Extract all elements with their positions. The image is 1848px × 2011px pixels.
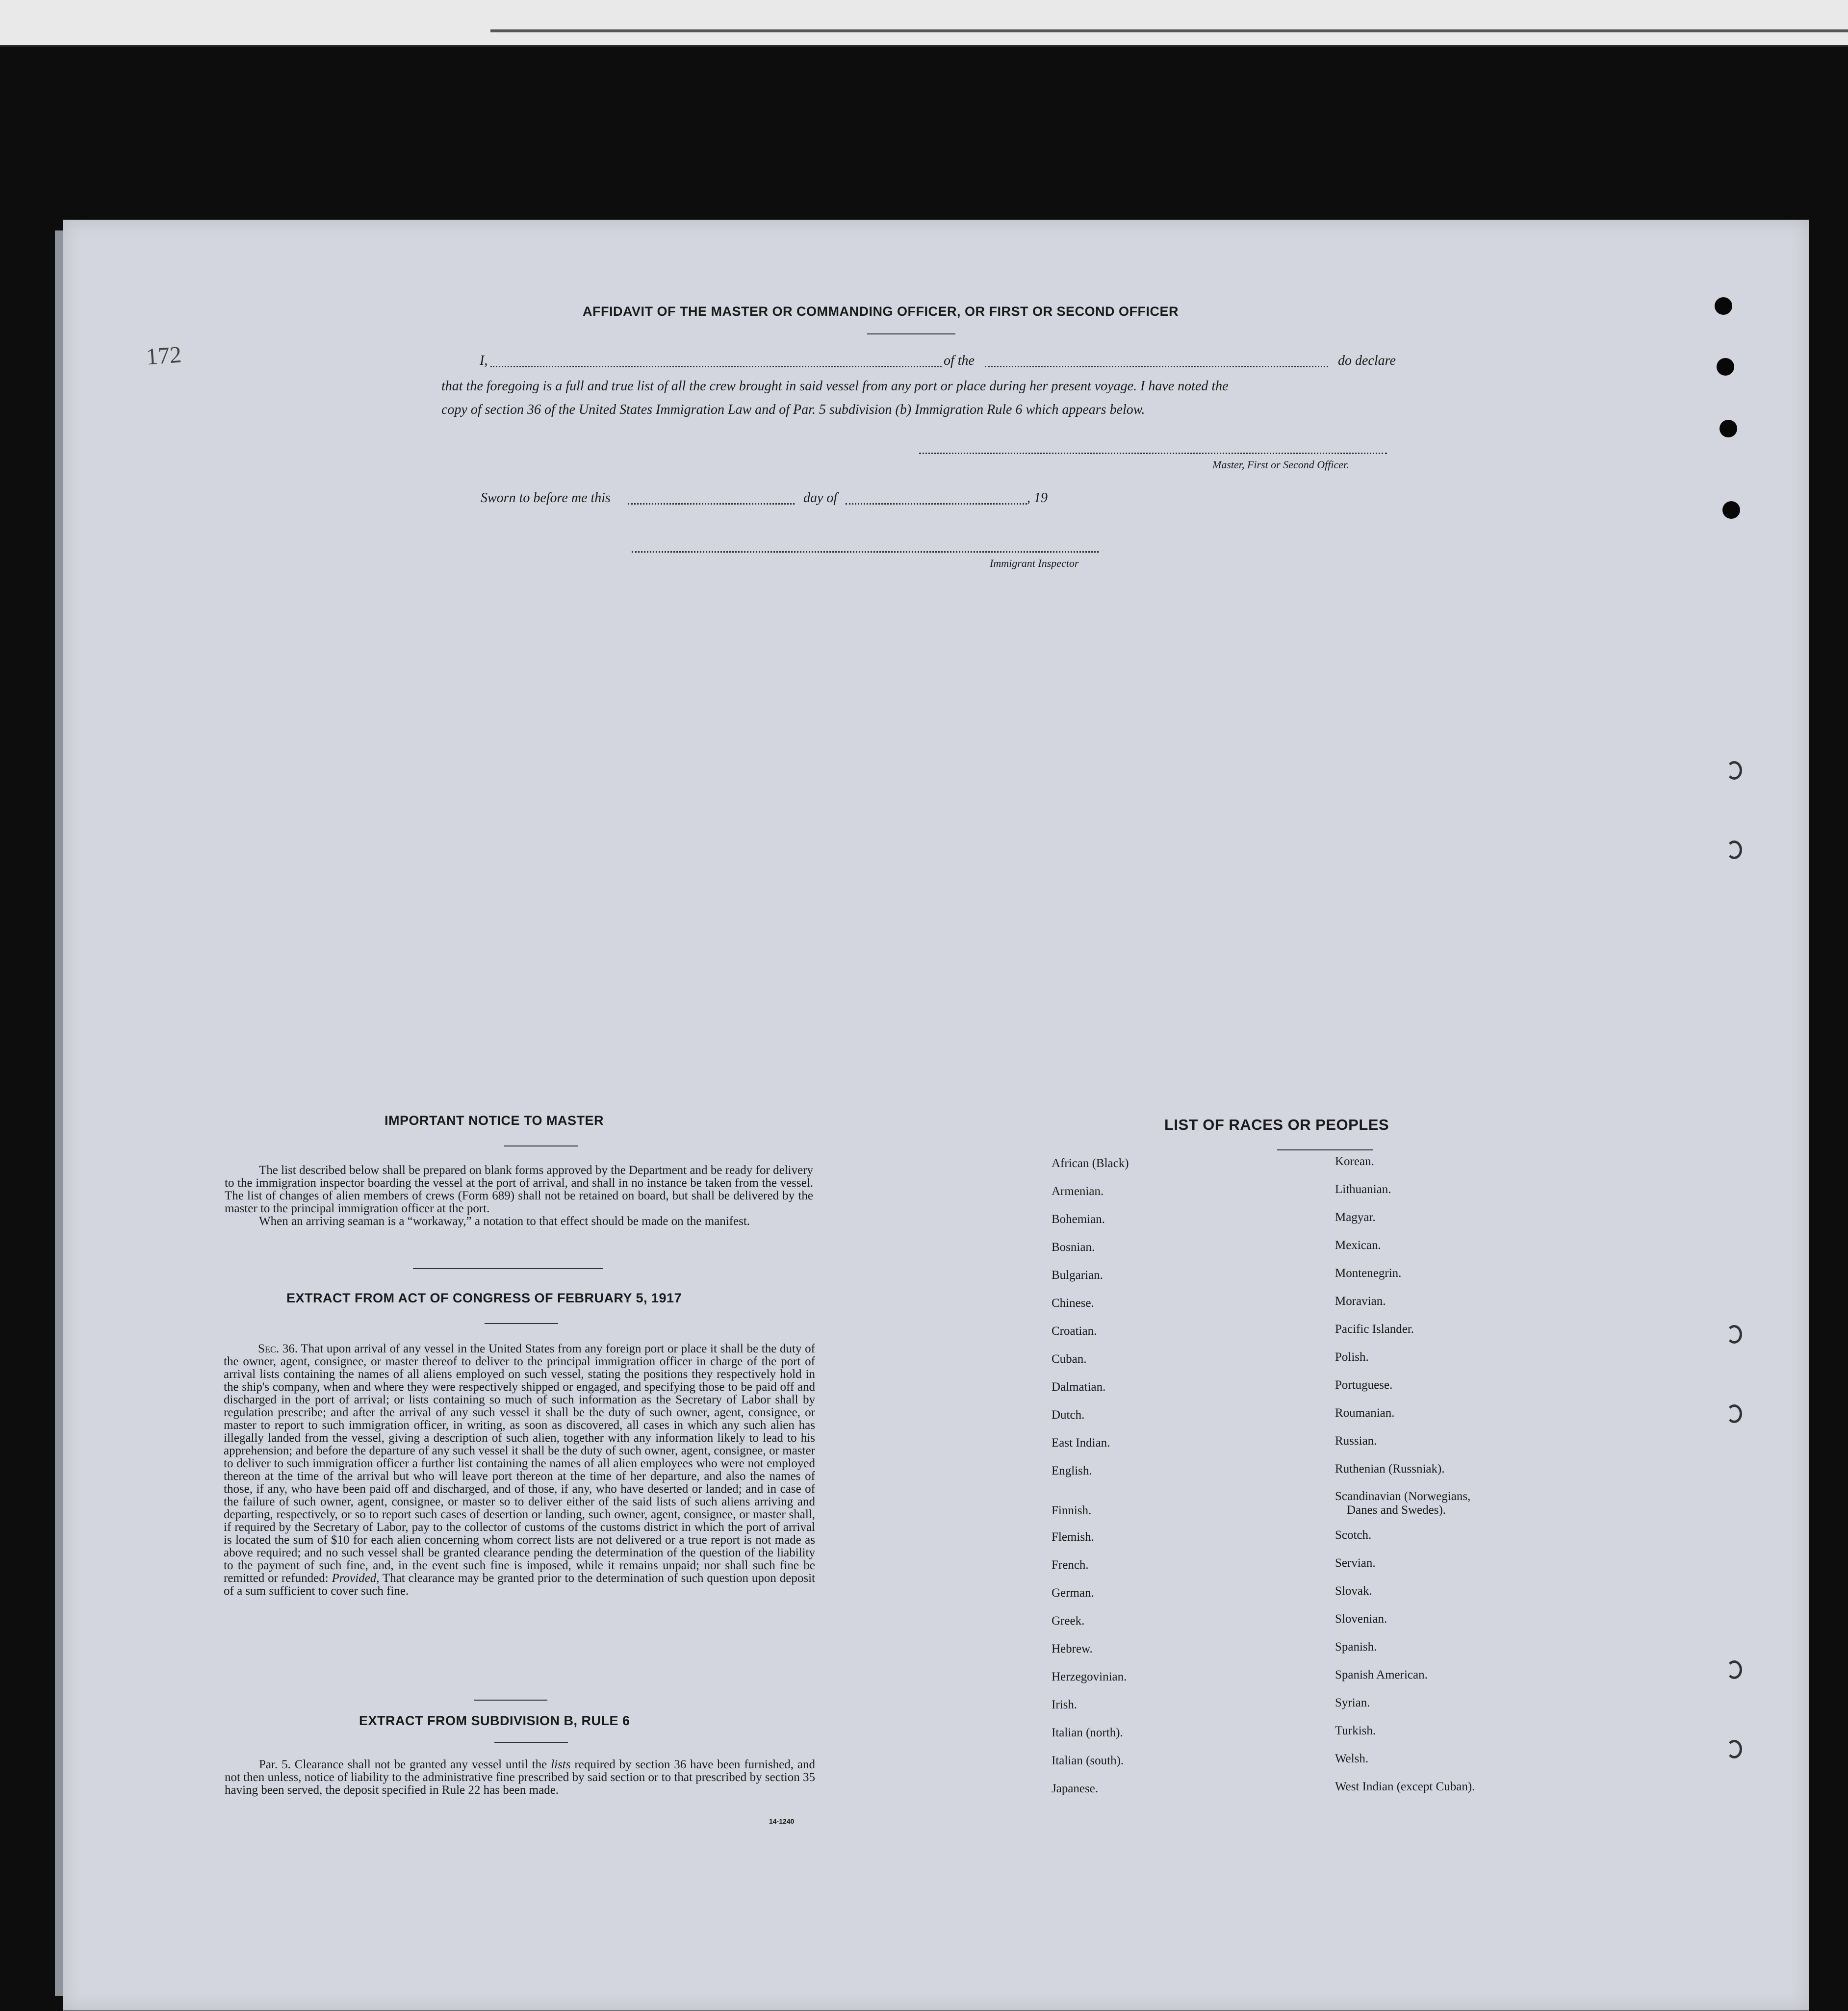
race-item: Irish. (1052, 1698, 1078, 1711)
affidavit-i-label: I, (480, 353, 488, 368)
rule-extract-title: EXTRACT FROM SUBDIVISION B, RULE 6 (359, 1713, 630, 1728)
master-signature-field[interactable] (919, 453, 1387, 454)
binder-hole (1720, 420, 1737, 437)
notice-body (225, 1164, 813, 1228)
affidavit-title: AFFIDAVIT OF THE MASTER OR COMMANDING OFFICER, OR FIRST OR SECOND OFFICER (583, 304, 1179, 319)
race-item: East Indian. (1052, 1436, 1110, 1450)
inspector-label: Immigrant Inspector (990, 557, 1079, 569)
affidavit-line-3: copy of section 36 of the United States Immigration Law and of Par. 5 subdivision (b) Immigration Rule 6 which appears below. (441, 402, 1145, 417)
race-item: Japanese. (1052, 1782, 1099, 1795)
par5-text-b: required by section 36 have been furnished, and not then unless, notice of liability to the administrative fine prescribed by said section or to that prescribed by section 35 having been served, the deposit specified in Rule 22 has been made. (225, 1758, 816, 1797)
section-36-text: That upon arrival of any vessel in the United States from any foreign port or place it shall be the duty of the owner, agent, consignee, or master thereof to deliver to the principal immigration officer in charge of the port of arrival lists containing the names of all aliens employed on such vessel, stating the positions they respectively hold in the ship's company, when and where they were respectively shipped or engaged, and specifying those to be paid off and discharged in the port of arrival; or lists containing so much of such information as the Secretary of Labor shall by regulation prescribe; and after the arrival of any such vessel it shall be the duty of such owner, agent, consignee, or master to report to such immigration officer, in writing, as soon as discovered, all cases in which any such alien has illegally landed from the vessel, giving a description of such alien, together with any information likely to lead to his apprehension; and before the departure of any such vessel it shall be the duty of such owner, agent, consignee, or master to deliver to such immigration officer a further list containing the names of all alien employees who were not employed thereon at the time of the arrival but who will leave port thereon at the time of her departure, and also the names of those, if any, who have been paid off and discharged, and of those, if any, who have deserted or landed; and in case of the failure of such owner, agent, consignee, or master so to deliver either of the said lists of such aliens arriving and departing, respectively, or so to report such cases of desertion or landing, such owner, agent, consignee, or master shall, if required by the Secretary of Labor, pay to the collector of customs of the customs district in which the port of arrival is located the sum of $10 for each alien concerning whom correct lists are not delivered or a true report is not made as above required; and no such vessel shall be granted clearance pending the determination of the question of the liability to the payment of such fine, and, in the event such fine is imposed, while it remains unpaid; nor shall such fine be remitted or refunded: (224, 1342, 815, 1585)
race-item: German. (1052, 1586, 1094, 1600)
binder-hole-trace (1726, 761, 1742, 780)
race-item: Flemish. (1052, 1530, 1094, 1544)
race-item: Portuguese. (1335, 1378, 1393, 1392)
sworn-label: Sworn to before me this (481, 490, 611, 506)
race-item: Turkish. (1335, 1724, 1376, 1737)
sworn-month-field[interactable] (846, 503, 1027, 505)
race-item: Pacific Islander. (1335, 1323, 1414, 1336)
day-of-label: day of (803, 490, 838, 506)
binder-hole (1717, 358, 1734, 376)
race-item: Dutch. (1052, 1408, 1085, 1422)
race-item: Slovenian. (1335, 1612, 1387, 1626)
race-item: Servian. (1335, 1556, 1376, 1570)
section-label: Sec. 36. (258, 1342, 298, 1355)
races-right-column (1335, 1154, 1475, 1807)
notice-title: IMPORTANT NOTICE TO MASTER (385, 1113, 604, 1128)
binder-hole-trace (1726, 1660, 1742, 1679)
race-item: Korean. (1335, 1155, 1374, 1168)
race-item: English. (1052, 1464, 1092, 1477)
races-title: LIST OF RACES OR PEOPLES (1164, 1116, 1389, 1133)
section-36-text-end: That clearance may be granted prior to the determination of such question upon deposit of a sum sufficient to cover such fine. (224, 1572, 815, 1598)
race-item: Scotch. (1335, 1528, 1372, 1542)
races-left-column (1052, 1156, 1129, 1809)
sworn-day-field[interactable] (628, 503, 795, 505)
vessel-name-field[interactable] (985, 366, 1328, 367)
race-item: African (Black) (1052, 1157, 1129, 1170)
race-item: Slovak. (1335, 1584, 1372, 1598)
race-item: Ruthenian (Russniak). (1335, 1462, 1445, 1476)
race-item: Greek. (1052, 1614, 1085, 1628)
lists-word: lists (551, 1758, 571, 1771)
race-item: Welsh. (1335, 1752, 1369, 1765)
act-extract-title: EXTRACT FROM ACT OF CONGRESS OF FEBRUARY 5, 1917 (286, 1291, 682, 1305)
race-item: Croatian. (1052, 1324, 1097, 1338)
act-extract-body (224, 1343, 815, 1598)
race-item: Hebrew. (1052, 1642, 1093, 1655)
master-signature-label: Master, First or Second Officer. (1212, 458, 1349, 471)
rule-divider (474, 1700, 547, 1701)
declarant-name-field[interactable] (490, 366, 942, 367)
binder-hole (1722, 501, 1740, 519)
race-item: Bohemian. (1052, 1213, 1105, 1226)
race-item: Italian (south). (1052, 1754, 1124, 1767)
handwritten-page-number: 172 (145, 341, 182, 370)
race-item: Dalmatian. (1052, 1380, 1106, 1394)
binder-hole-trace (1726, 1325, 1742, 1344)
race-item: Armenian. (1052, 1185, 1104, 1198)
race-item: Chinese. (1052, 1297, 1094, 1310)
race-item: Moravian. (1335, 1295, 1386, 1308)
race-item: Polish. (1335, 1350, 1369, 1364)
film-header-strip (0, 0, 1848, 47)
binder-hole-trace (1726, 1404, 1742, 1423)
affidavit-line-2: that the foregoing is a full and true list of all the crew brought in said vessel from any port or place during her present voyage. I have noted the (441, 379, 1229, 394)
form-number: 14-1240 (769, 1817, 795, 1825)
race-item: Mexican. (1335, 1239, 1381, 1252)
race-item: Syrian. (1335, 1696, 1370, 1709)
race-item: Scandinavian (Norwegians, (1335, 1490, 1471, 1503)
binder-hole (1715, 297, 1732, 315)
race-item: Herzegovinian. (1052, 1670, 1127, 1683)
act-title-rule (485, 1323, 558, 1324)
section-divider (413, 1268, 603, 1269)
binder-hole-trace (1726, 1740, 1742, 1758)
affidavit-title-rule (867, 333, 955, 334)
race-item: Danes and Swedes). (1347, 1503, 1446, 1517)
race-item: Spanish American. (1335, 1668, 1428, 1681)
race-item: Cuban. (1052, 1352, 1087, 1366)
race-item: Spanish. (1335, 1640, 1377, 1654)
notice-paragraph-2: When an arriving seaman is a “workaway,” a notation to that effect should be made on the manifest. (259, 1215, 750, 1228)
provided-word: Provided, (332, 1572, 380, 1585)
races-title-rule (1277, 1149, 1373, 1150)
race-item: Bosnian. (1052, 1241, 1095, 1254)
race-item: Russian. (1335, 1434, 1377, 1448)
rule-title-rule (494, 1742, 568, 1743)
document-page (63, 220, 1809, 2011)
race-item: Bulgarian. (1052, 1269, 1103, 1282)
header-rule (490, 29, 1848, 32)
binder-hole-trace (1726, 840, 1742, 859)
race-item: Roumanian. (1335, 1406, 1395, 1420)
affidavit-do-declare: do declare (1338, 353, 1396, 368)
rule-extract-body (225, 1758, 815, 1797)
par5-text-a: Par. 5. Clearance shall not be granted any vessel until the (259, 1758, 547, 1771)
race-item: French. (1052, 1558, 1089, 1572)
notice-paragraph-1: The list described below shall be prepared on blank forms approved by the Department and be ready for delivery to the immigration inspector boarding the vessel at the port of arrival, and shall in no instance be taken from the vessel. The list of changes of alien members of crews (Form 689) shall not be retained on board, but shall be delivered by the master to the principal immigration officer at the port. (225, 1164, 813, 1215)
race-item: Italian (north). (1052, 1726, 1123, 1739)
race-item: Finnish. (1052, 1504, 1092, 1517)
race-item: Montenegrin. (1335, 1267, 1402, 1280)
race-item: Lithuanian. (1335, 1183, 1391, 1196)
year-label: , 19 (1027, 490, 1048, 506)
affidavit-of-the-label: of the (944, 353, 975, 368)
race-item: Magyar. (1335, 1211, 1376, 1224)
inspector-signature-field[interactable] (632, 551, 1099, 553)
race-item: West Indian (except Cuban). (1335, 1780, 1475, 1793)
